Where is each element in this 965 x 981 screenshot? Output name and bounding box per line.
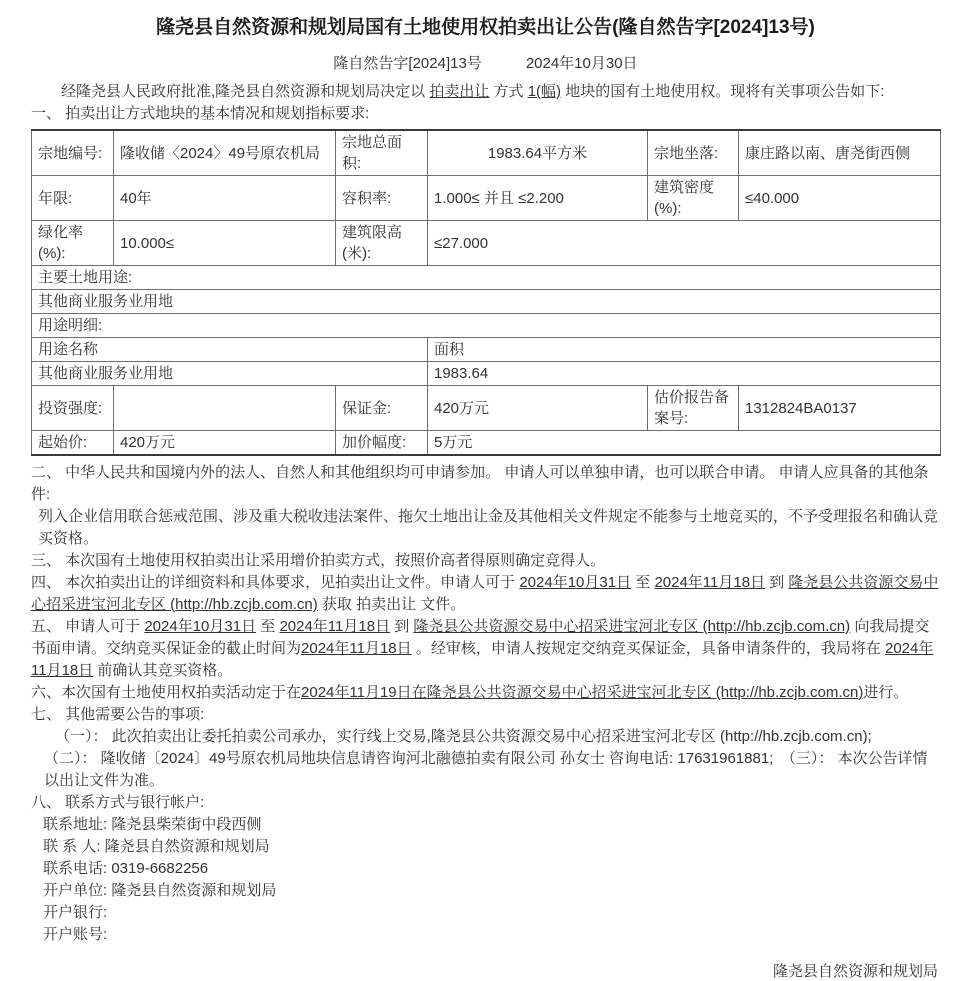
s6-text-pre: 六、本次国有土地使用权拍卖活动定于在 (31, 684, 302, 701)
table-row-main-use-value (32, 290, 941, 314)
s4-text-pre: 四、 本次拍卖出让的详细资料和具体要求，见拍卖出让文件。申请人可于 (31, 574, 520, 591)
parcel-no-value: 隆收储〈2024〉49号原农机局 (114, 130, 336, 176)
contact-person-value: 隆尧县自然资源和规划局 (104, 838, 270, 855)
height-limit-value: ≤27.000 (428, 221, 941, 266)
page-title: 隆尧县自然资源和规划局国有土地使用权拍卖出让公告(隆自然告字[2024]13号) (156, 17, 815, 38)
term-label: 年限: (32, 176, 114, 221)
height-limit-label: 建筑限高(米): (336, 221, 428, 266)
doc-number: 隆自然告字[2024]13号 (333, 55, 482, 72)
bank-name-line (31, 902, 940, 924)
greening-rate-value: 10.000≤ (114, 221, 336, 266)
deposit-label: 保证金: (336, 386, 428, 431)
section-2-conditions: 列入企业信用联合惩戒范围、涉及重大税收违法案件、拖欠土地出让金及其他相关文件规定不能参与土地竞买的，不予受理报名和确认竞买资格。 (38, 508, 939, 547)
table-row-main-use-label (32, 266, 941, 290)
investment-intensity-value (114, 386, 336, 431)
s4-text-mid1: 至 (631, 574, 655, 591)
parcel-count: 1(幅) (527, 83, 562, 100)
s5-confirm-date: 2024年11月18日 (31, 640, 934, 679)
contact-phone-label: 联系电话: (43, 860, 112, 877)
s5-date-to: 2024年11月18日 (279, 618, 391, 635)
s4-date-to: 2024年11月18日 (654, 574, 766, 591)
use-area-header: 面积 (428, 338, 941, 362)
section-4-paragraph (31, 572, 940, 616)
investment-intensity-label: 投资强度: (32, 386, 114, 431)
section-5-paragraph (31, 616, 940, 682)
section-2-paragraph: 二、 中华人民共和国境内外的法人、自然人和其他组织均可申请参加。 申请人可以单独申请，也可以联合申请。 申请人应具备的其他条件: (31, 464, 929, 503)
main-land-use-value: 其他商业服务业用地 (32, 290, 941, 314)
s4-text-mid2: 到 (765, 574, 789, 591)
s4-venue-link[interactable]: 隆尧县公共资源交易中心招采进宝河北专区 (http://hb.zcjb.com.cn) (31, 574, 939, 613)
section-3-paragraph: 三、 本次国有土地使用权拍卖出让采用增价拍卖方式，按照价高者得原则确定竞得人。 (31, 552, 606, 569)
location-label: 宗地坐落: (648, 130, 739, 176)
intro-paragraph (31, 81, 940, 103)
contact-phone-line (31, 858, 940, 880)
s5-text-mid2: 到 (390, 618, 414, 635)
publish-date: 2024年10月30日 (525, 55, 638, 72)
s5-text-mid4: 。经审核，申请人按规定交纳竞买保证金，具备申请条件的，我局将在 (411, 640, 885, 657)
intro-text-pre: 经隆尧县人民政府批准,隆尧县自然资源和规划局决定以 (61, 83, 430, 100)
parcel-no-label: 宗地编号: (32, 130, 114, 176)
use-name-value: 其他商业服务业用地 (32, 362, 428, 386)
contact-address-value: 隆尧县柴荣街中段西侧 (111, 816, 262, 833)
plot-ratio-value: 1.000≤ 并且 ≤2.200 (428, 176, 648, 221)
contact-address-line (31, 814, 940, 836)
contact-phone-value: 0319-6682256 (111, 860, 209, 877)
deposit-value: 420万元 (428, 386, 648, 431)
building-density-label: 建筑密度(%): (648, 176, 739, 221)
intro-text-post: 地块的国有土地使用权。现将有关事项公告如下: (561, 83, 885, 100)
table-row-price (32, 431, 941, 456)
bid-increment-value: 5万元 (428, 431, 941, 456)
plot-ratio-label: 容积率: (336, 176, 428, 221)
section-6-paragraph (31, 682, 940, 704)
s5-text-pre: 五、 申请人可于 (31, 618, 145, 635)
table-row-parcel (32, 130, 941, 176)
s5-text-mid1: 至 (256, 618, 280, 635)
main-land-use-label: 主要土地用途: (32, 266, 941, 290)
table-row-use-detail-label (32, 314, 941, 338)
appraisal-record-label: 估价报告备案号: (648, 386, 739, 431)
table-row-use-data (32, 362, 941, 386)
doc-meta (31, 52, 940, 73)
s5-date-from: 2024年10月31日 (144, 618, 257, 635)
total-area-value: 1983.64平方米 (428, 130, 648, 176)
s4-date-from: 2024年10月31日 (519, 574, 632, 591)
account-holder-label: 开户单位: (43, 882, 112, 899)
use-detail-label: 用途明细: (32, 314, 941, 338)
section-7-item-2: （二）： 隆收储〔2024〕49号原农机局地块信息请咨询河北融德拍卖有限公司 孙女士 咨询电话: 17631961881; （三）： 本次公告详情以出让文件为准。 (44, 750, 928, 789)
s5-text-post: 前确认其竞买资格。 (93, 662, 233, 679)
s5-deadline-date: 2024年11月18日 (301, 640, 412, 657)
term-value: 40年 (114, 176, 336, 221)
section-7-heading: 七、 其他需要公告的事项: (31, 706, 205, 723)
account-holder-value: 隆尧县自然资源和规划局 (111, 882, 277, 899)
bank-name-label: 开户银行: (43, 904, 108, 921)
contact-address-label: 联系地址: (43, 816, 112, 833)
land-info-table (31, 129, 941, 456)
use-area-value: 1983.64 (428, 362, 941, 386)
issuing-authority-signature: 隆尧县自然资源和规划局 (772, 963, 938, 980)
section-7-item-1: （一）： 此次拍卖出让委托拍卖公司承办，实行线上交易,隆尧县公共资源交易中心招采进宝河北专区 (http://hb.zcjb.com.cn); (55, 728, 872, 745)
s4-text-post: 获取 拍卖出让 文件。 (317, 596, 466, 613)
s5-venue-link[interactable]: 隆尧县公共资源交易中心招采进宝河北专区 (http://hb.zcjb.com.cn) (413, 618, 851, 635)
s6-event-link[interactable]: 2024年11月19日在隆尧县公共资源交易中心招采进宝河北专区 (http://hb.zcjb.com.cn) (301, 684, 864, 701)
table-row-deposit (32, 386, 941, 431)
use-name-header: 用途名称 (32, 338, 428, 362)
table-row-term (32, 176, 941, 221)
intro-text-mid: 方式 (489, 83, 528, 100)
contact-person-label: 联 系 人: (43, 838, 105, 855)
s6-text-post: 进行。 (863, 684, 909, 701)
bid-increment-label: 加价幅度: (336, 431, 428, 456)
appraisal-record-value: 1312824BA0137 (739, 386, 941, 431)
building-density-value: ≤40.000 (739, 176, 941, 221)
section-8-heading: 八、 联系方式与银行帐户: (31, 794, 205, 811)
total-area-label: 宗地总面积: (336, 130, 428, 176)
bank-account-line (31, 924, 940, 946)
location-value: 康庄路以南、唐尧街西侧 (739, 130, 941, 176)
account-holder-line (31, 880, 940, 902)
sale-method: 拍卖出让 (429, 83, 490, 100)
s5-text-mid3: 向我局提交书面申请。交纳竞买保证金的截止时间为 (31, 618, 930, 657)
section-1-heading: 一、 拍卖出让方式地块的基本情况和规划指标要求: (31, 105, 370, 122)
starting-price-label: 起始价: (32, 431, 114, 456)
bank-account-label: 开户账号: (43, 926, 108, 943)
starting-price-value: 420万元 (114, 431, 336, 456)
table-row-greening (32, 221, 941, 266)
greening-rate-label: 绿化率(%): (32, 221, 114, 266)
table-row-use-header (32, 338, 941, 362)
contact-person-line (31, 836, 940, 858)
